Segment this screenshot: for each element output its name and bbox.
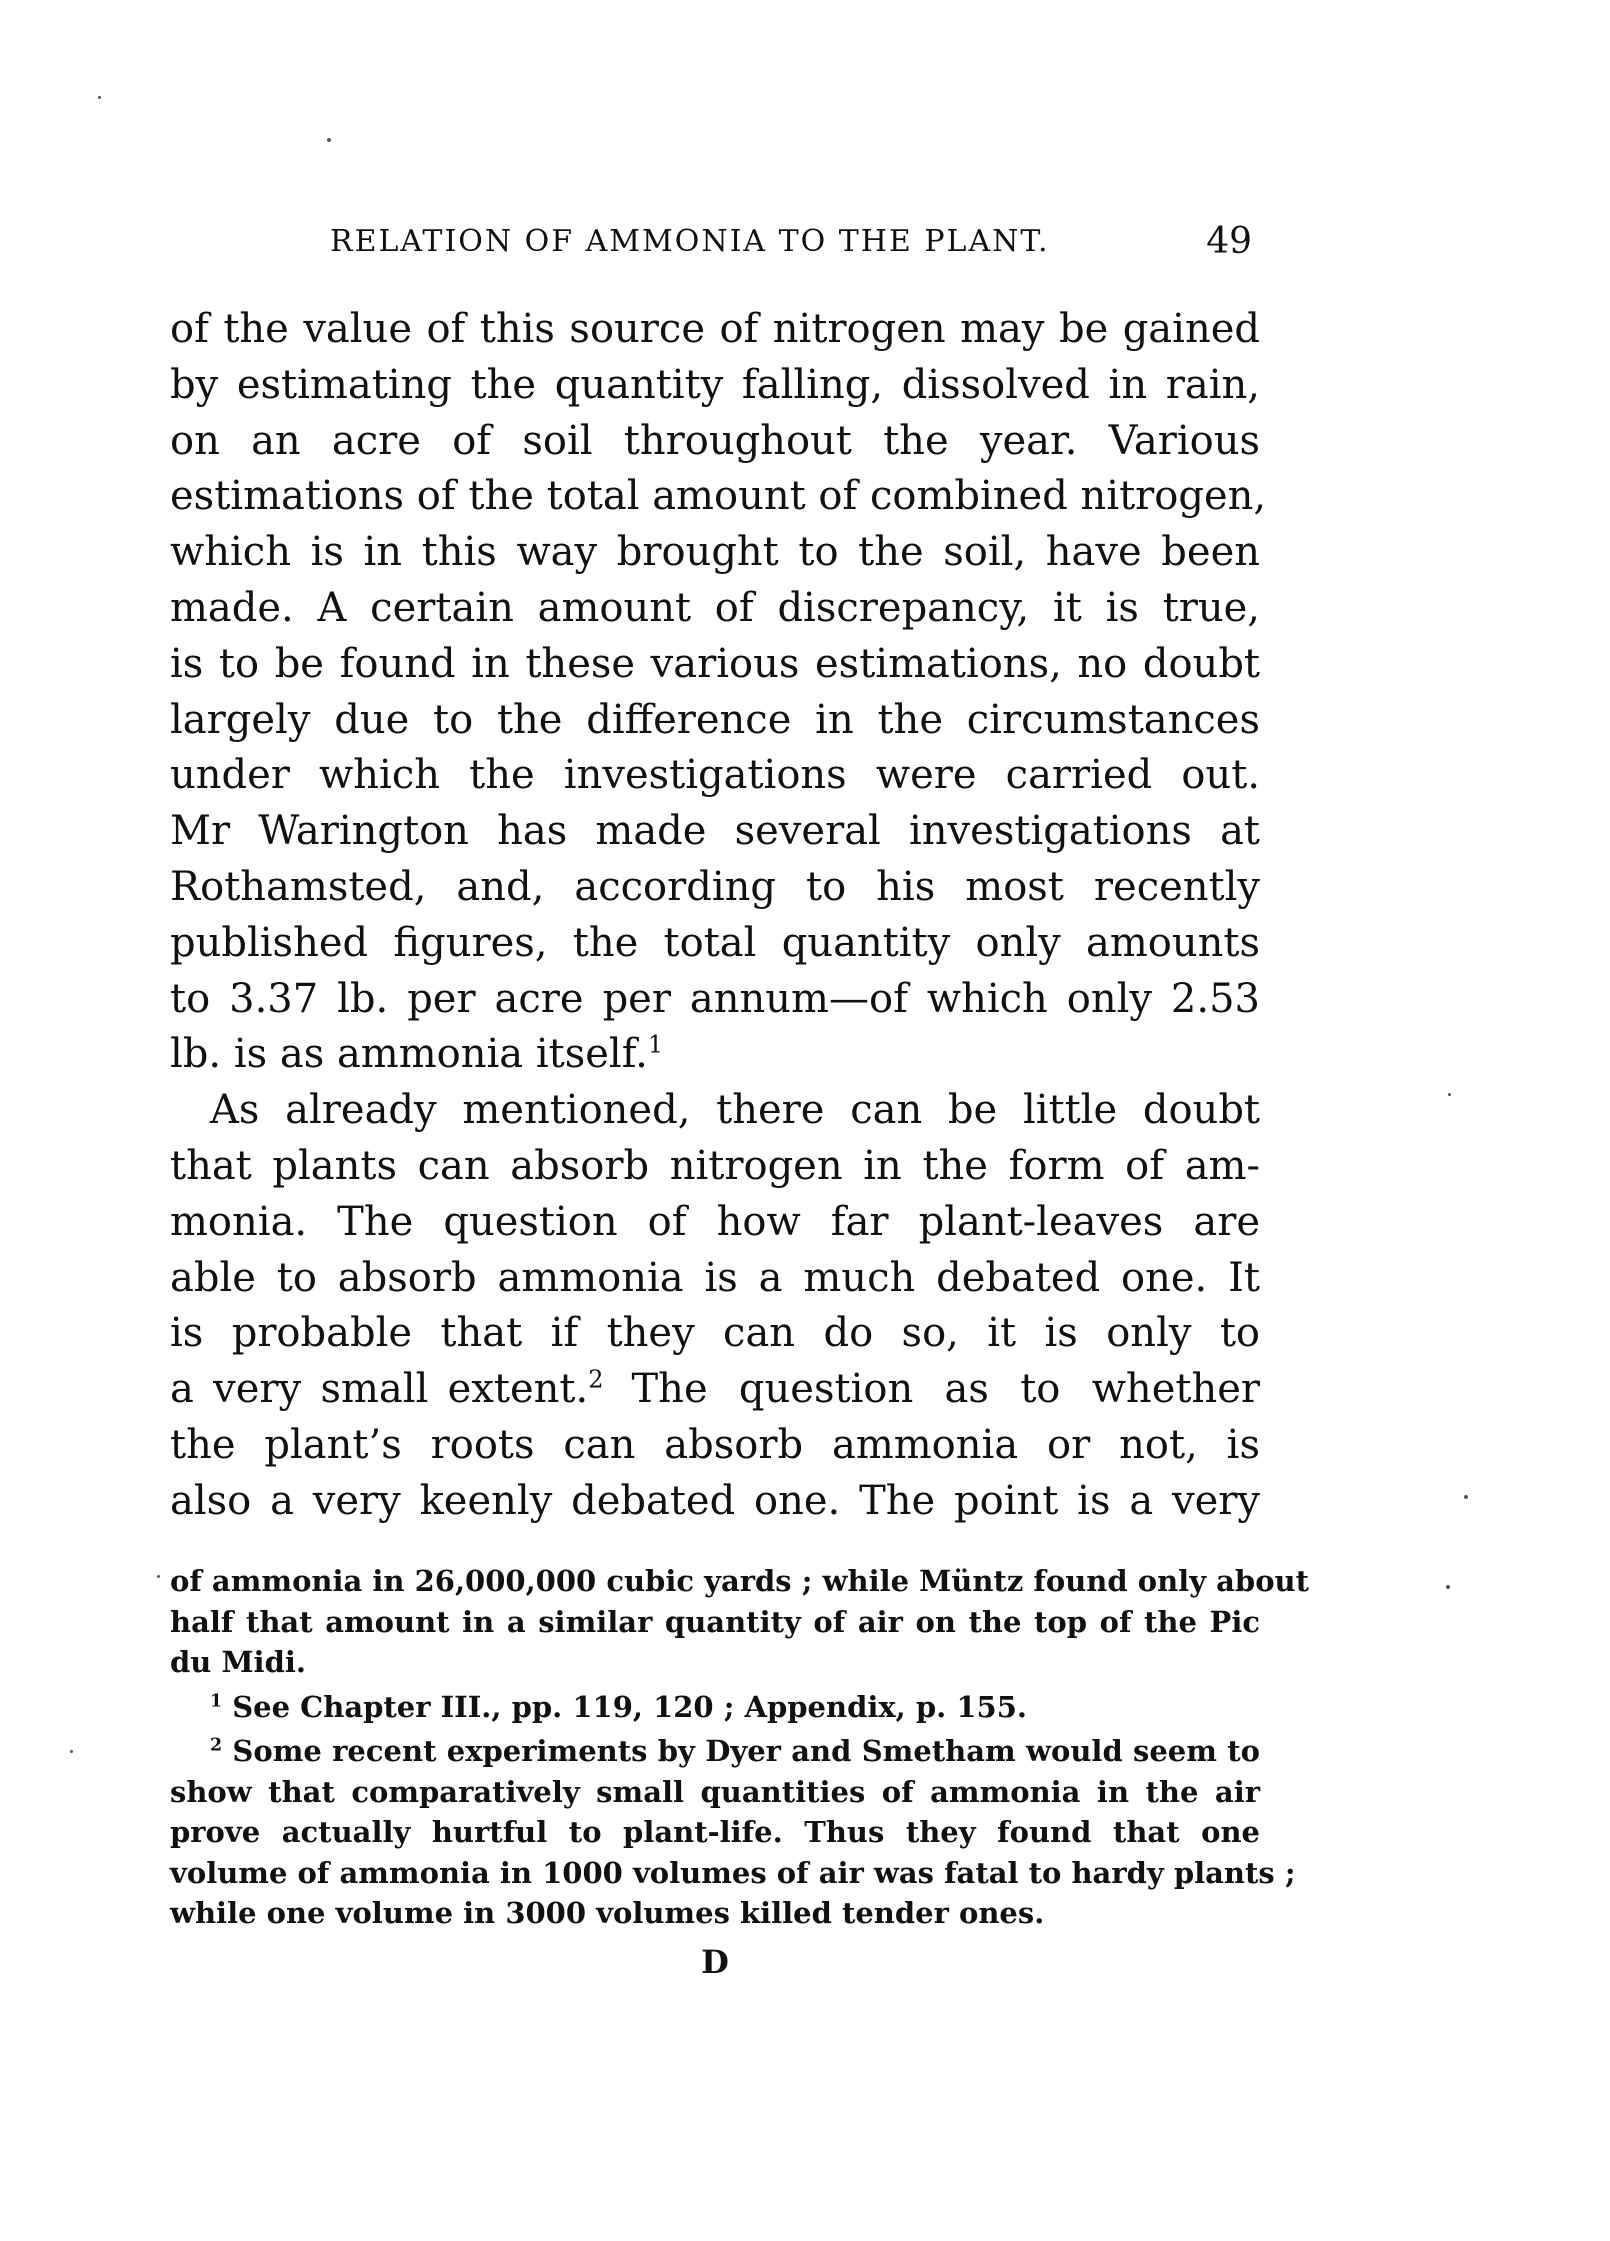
- running-title: RELATION OF AMMONIA TO THE PLANT.: [330, 224, 1050, 259]
- text-line-content: [170, 1366, 1260, 1412]
- text-line: estimations of the total amount of combined nitrogen,: [170, 473, 1267, 520]
- footnote-line: while one volume in 3000 volumes killed tender ones.: [170, 1896, 1045, 1930]
- footnote-marker-2: 2: [210, 1735, 223, 1756]
- text-line: [170, 1362, 1260, 1418]
- text-line: to 3.37 lb. per acre per annum—of which only 2.53: [170, 975, 1260, 1022]
- footnote-1: [170, 1687, 1260, 1728]
- footnote-line: du Midi.: [170, 1645, 306, 1679]
- footnote-line: volume of ammonia in 1000 volumes of air was fatal to hardy plants ;: [170, 1855, 1296, 1890]
- text-line: of the value of this source of nitrogen may be gained: [170, 306, 1260, 352]
- text-line: As already mentioned, there can be little doubt: [210, 1087, 1260, 1134]
- text-fragment: a very small extent.: [170, 1366, 589, 1413]
- text-line: the plant’s roots can absorb ammonia or not, is: [170, 1421, 1260, 1468]
- scan-speck: [327, 138, 331, 142]
- text-fragment: The question as to whether: [631, 1366, 1260, 1413]
- text-line: on an acre of soil throughout the year. Various: [170, 417, 1260, 464]
- scan-speck: [98, 96, 101, 99]
- scan-speck: [70, 1750, 73, 1753]
- footnote-2-text: Some recent experiments by Dyer and Smetham would seem to: [232, 1734, 1260, 1768]
- text-line: largely due to the difference in the circumstances: [170, 696, 1260, 743]
- signature-mark: D: [701, 1943, 729, 1981]
- text-line: monia. The question of how far plant-leaves are: [170, 1198, 1260, 1245]
- text-line: which is in this way brought to the soil, have been: [170, 529, 1260, 576]
- text-line: Rothamsted, and, according to his most recently: [170, 863, 1260, 910]
- footnote-line: show that comparatively small quantities of ammonia in the air: [170, 1774, 1260, 1809]
- footnote-ref-2: 2: [588, 1365, 604, 1394]
- page-number: 49: [1206, 221, 1252, 262]
- footnotes: [170, 1561, 1310, 1934]
- text-line: that plants can absorb nitrogen in the form of am-: [170, 1142, 1260, 1189]
- footnote-2: [170, 1731, 1260, 1772]
- running-head: [170, 222, 1260, 262]
- text-line: made. A certain amount of discrepancy, it is true,: [170, 584, 1260, 631]
- main-text: [170, 302, 1267, 1530]
- scan-speck: [1464, 1495, 1468, 1499]
- text-line-content: lb. is as ammonia itself.: [170, 1031, 648, 1078]
- text-line: Mr Warington has made several investigations at: [170, 808, 1260, 855]
- text-line: by estimating the quantity falling, dissolved in rain,: [170, 361, 1260, 408]
- text-line: able to absorb ammonia is a much debated one. It: [170, 1254, 1260, 1301]
- footnote-ref-1: 1: [647, 1031, 664, 1060]
- text-line: published figures, the total quantity only amounts: [170, 919, 1260, 966]
- scan-speck: [1446, 1585, 1450, 1589]
- footnote-1-text: See Chapter III., pp. 119, 120 ; Appendix, p. 155.: [232, 1689, 1027, 1724]
- footnote-line: half that amount in a similar quantity of air on the top of the Pic: [170, 1604, 1260, 1639]
- footnote-marker-1: 1: [210, 1690, 223, 1711]
- text-line: is to be found in these various estimations, no doubt: [170, 640, 1260, 687]
- scan-speck: [157, 1575, 160, 1578]
- footnote-line: of ammonia in 26,000,000 cubic yards ; while Müntz found only about: [170, 1564, 1310, 1598]
- text-line: also a very keenly debated one. The point is a very: [170, 1477, 1260, 1524]
- text-line: is probable that if they can do so, it is only to: [170, 1310, 1260, 1357]
- footnote-line: prove actually hurtful to plant-life. Thus they found that one: [170, 1815, 1260, 1849]
- scan-speck: [1448, 1093, 1451, 1096]
- text-line: [170, 1027, 1260, 1083]
- text-line: under which the investigations were carried out.: [170, 752, 1260, 799]
